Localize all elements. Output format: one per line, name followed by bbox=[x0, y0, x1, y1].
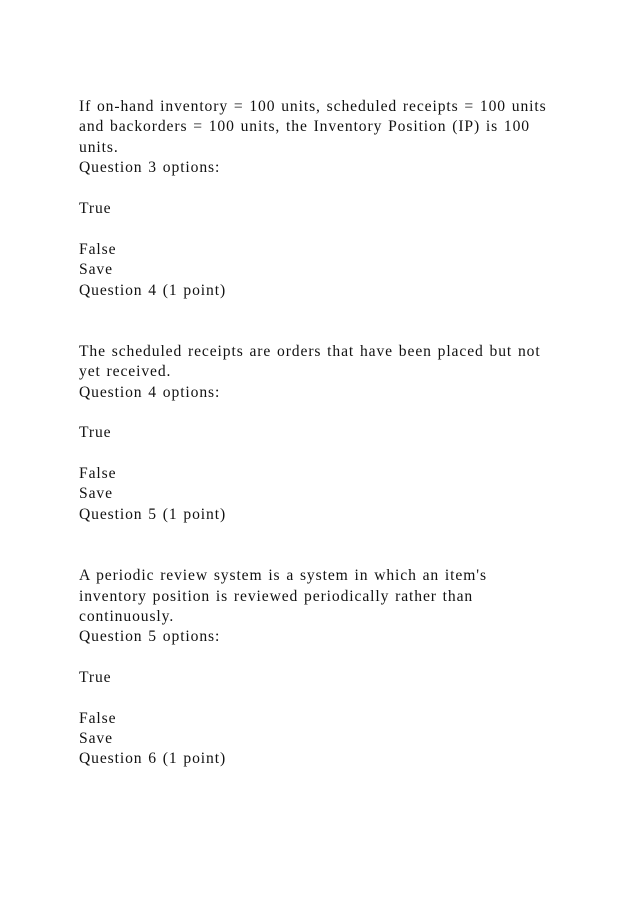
question-3-option-false[interactable]: False bbox=[79, 241, 117, 258]
question-4-text-line-2: yet received. bbox=[79, 363, 172, 380]
question-3-text-line-1: If on-hand inventory = 100 units, scheduled receipts = 100 units bbox=[79, 98, 547, 115]
question-3-option-true[interactable]: True bbox=[79, 200, 112, 217]
question-5-header: Question 5 (1 point) bbox=[79, 506, 227, 523]
question-4-options-label: Question 4 options: bbox=[79, 384, 221, 401]
question-6-header: Question 6 (1 point) bbox=[79, 750, 227, 767]
question-4-option-false[interactable]: False bbox=[79, 465, 117, 482]
question-5-option-true[interactable]: True bbox=[79, 669, 112, 686]
question-5-text-line-3: continuously. bbox=[79, 608, 175, 625]
question-3-text-line-3: units. bbox=[79, 139, 119, 156]
question-4-option-true[interactable]: True bbox=[79, 424, 112, 441]
question-5-options-label: Question 5 options: bbox=[79, 628, 221, 645]
question-4-save-button[interactable]: Save bbox=[79, 485, 113, 502]
question-5-text-line-1: A periodic review system is a system in which an item's bbox=[79, 567, 487, 584]
question-3-options-label: Question 3 options: bbox=[79, 159, 221, 176]
question-5-save-button[interactable]: Save bbox=[79, 730, 113, 747]
question-5-text-line-2: inventory position is reviewed periodically rather than bbox=[79, 588, 474, 605]
question-4-header: Question 4 (1 point) bbox=[79, 282, 227, 299]
question-3-text-line-2: and backorders = 100 units, the Inventory Position (IP) is 100 bbox=[79, 118, 530, 135]
question-5-option-false[interactable]: False bbox=[79, 710, 117, 727]
question-4-text-line-1: The scheduled receipts are orders that have been placed but not bbox=[79, 343, 541, 360]
question-3-save-button[interactable]: Save bbox=[79, 261, 113, 278]
